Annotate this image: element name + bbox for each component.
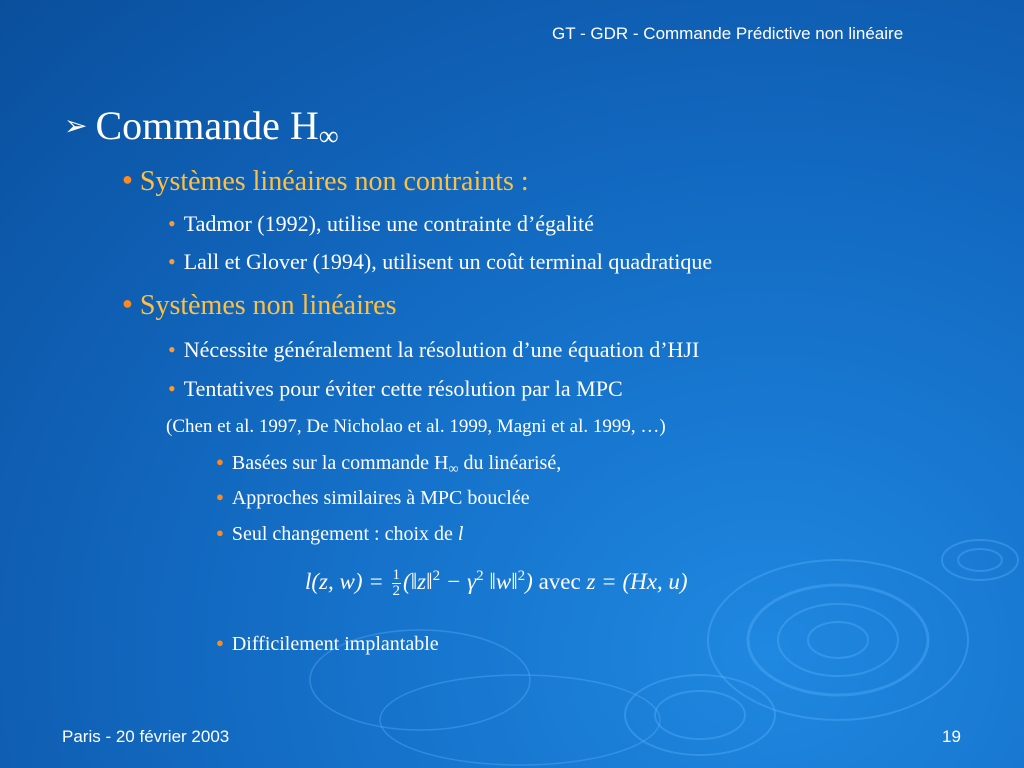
slide-title: ➢ Commande $H_\infty$ — [64, 103, 339, 152]
list-item: • Tentatives pour éviter cette résolution par la MPC — [168, 376, 623, 401]
header-title: GT - GDR - Commande Prédictive non linéaire — [552, 24, 904, 43]
orange-dot-icon: ● — [216, 635, 224, 650]
bullet-icon: • — [168, 211, 176, 236]
reference-note: (Chen et al. 1997, De Nicholao et al. 1999, Magni et al. 1999, …) — [166, 416, 666, 437]
list-item: • Tadmor (1992), utilise une contrainte d’égalité — [168, 211, 594, 236]
orange-dot-icon: ● — [216, 454, 224, 469]
orange-dot-icon: ● — [122, 169, 133, 189]
section-heading-lineaires: ● Systèmes linéaires non contraints : — [122, 166, 529, 197]
sub-list-item: ● Seul changement : choix de l — [216, 523, 464, 545]
sub-list-item: ● Difficilement implantable — [216, 633, 439, 655]
page-number: 19 — [942, 727, 961, 746]
fraction-one-half: $\frac{1}{2}$ — [392, 567, 401, 599]
bullet-icon: • — [168, 376, 176, 401]
arrow-bullet-icon: ➢ — [64, 111, 88, 142]
sub-list-item: ● Approches similaires à MPC bouclée — [216, 487, 530, 509]
bullet-icon: • — [168, 337, 176, 362]
bullet-icon: • — [168, 249, 176, 274]
orange-dot-icon: ● — [122, 293, 133, 313]
footer-date: Paris - 20 février 2003 — [62, 727, 230, 746]
orange-dot-icon: ● — [216, 489, 224, 504]
list-item: • Nécessite généralement la résolution d’une équation d’HJI — [168, 337, 700, 362]
orange-dot-icon: ● — [216, 525, 224, 540]
infinity-subscript: ∞ — [318, 121, 339, 152]
formula: l(z, w) = $\frac{1}{2}$ (‖z‖$^2$ − $\gamma^2$ ‖w‖$^2$) avec z = (Hx, u) — [305, 567, 688, 599]
list-item: • Lall et Glover (1994), utilisent un coût terminal quadratique — [168, 249, 713, 274]
sub-list-item: ● Basées sur la commande $H_\infty$ du linéarisé, — [216, 452, 562, 477]
section-heading-non-lineaires: ● Systèmes non linéaires — [122, 290, 397, 321]
